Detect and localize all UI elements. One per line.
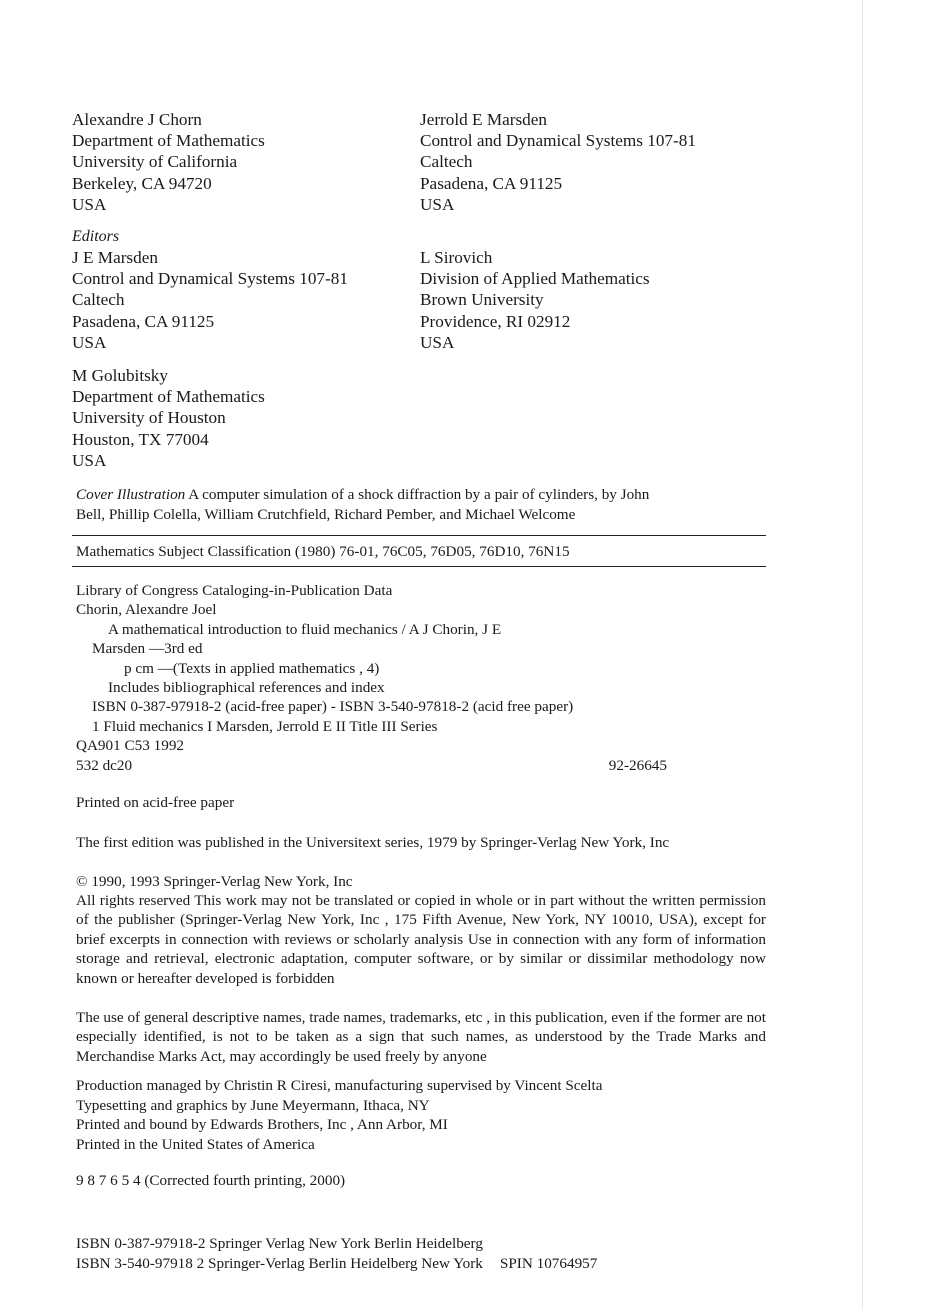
copyright-line: © 1990, 1993 Springer-Verlag New York, Inc [76,873,353,890]
cip-line: Marsden —3rd ed [92,640,203,658]
cip-line: A mathematical introduction to fluid mechanics / A J Chorin, J E [108,620,502,638]
address-line: Department of Mathematics [72,131,265,151]
bottom-rule [72,566,766,567]
address-line: Providence, RI 02912 [420,311,571,331]
production-credits [76,1076,602,1154]
cover-illustration-label: Cover Illustration [76,486,186,503]
address-line: Control and Dynamical Systems 107-81 [72,269,348,289]
editor-address-marsden [72,247,348,353]
address-line: Pasadena, CA 91125 [420,173,563,193]
address-line: USA [420,194,455,214]
printing-line: 9 8 7 6 5 4 (Corrected fourth printing, 2000) [76,1172,346,1189]
address-line: Caltech [420,152,473,172]
author-address-marsden [420,109,696,215]
cover-illustration-text: A computer simulation of a shock diffraction by a pair of cylinders, by John [185,486,650,503]
address-line: Control and Dynamical Systems 107-81 [420,131,696,151]
cip-title: Library of Congress Cataloging-in-Publication Data [76,582,393,599]
cip-data-block [76,581,667,775]
editor-address-sirovich [420,247,650,353]
rights-paragraph: All rights reserved This work may not be translated or copied in whole or in part without the written permission of the publisher (Springer-Verlag New York, Inc , 175 Fifth Avenue, New York, NY 10010, USA), except for brief excerpts in connection with reviews or scholarly analysis Use in connection with any form of information storage and retrieval, electronic adaptation, computer software, or by similar or dissimilar methodology now known or hereafter developed is forbidden [76,892,766,987]
cip-line: Includes bibliographical references and index [108,679,385,697]
production-line: Printed and bound by Edwards Brothers, Inc , Ann Arbor, MI [76,1116,448,1133]
production-line: Typesetting and graphics by June Meyermann, Ithaca, NY [76,1096,430,1114]
isbn-block [76,1234,597,1273]
address-line: Houston, TX 77004 [72,429,209,449]
cover-illustration-text: Bell, Phillip Colella, William Crutchfield, Richard Pember, and Michael Welcome [76,505,576,523]
cip-line: ISBN 0-387-97918-2 (acid-free paper) - ISBN 3-540-97818-2 (acid free paper) [92,698,574,716]
address-line: Division of Applied Mathematics [420,269,650,289]
top-rule [72,535,766,536]
printed-on-note: Printed on acid-free paper [76,794,235,811]
address-line: J E Marsden [72,248,158,267]
cip-line: 1 Fluid mechanics I Marsden, Jerrold E II Title III Series [92,717,438,735]
trademarks-paragraph: The use of general descriptive names, trade names, trademarks, etc , in this publication, even if the former are not especially identified, is not to be taken as a sign that such names, as understood by the Trade Marks and Merchandise Marks Act, may accordingly be used freely by anyone [76,1009,766,1065]
address-line: Caltech [72,290,125,310]
address-line: Jerrold E Marsden [420,110,547,129]
address-line: Brown University [420,290,544,310]
address-line: Pasadena, CA 91125 [72,311,215,331]
isbn-line: ISBN 0-387-97918-2 Springer Verlag New York Berlin Heidelberg [76,1235,483,1252]
address-line: USA [72,332,107,352]
address-line: USA [420,332,455,352]
page-edge-line [862,0,863,1309]
address-line: Department of Mathematics [72,387,265,407]
editor-address-golubitsky [72,365,265,471]
subject-classification: Mathematics Subject Classification (1980) 76-01, 76C05, 76D05, 76D10, 76N15 [76,543,570,560]
address-line: Berkeley, CA 94720 [72,173,212,193]
isbn-line: ISBN 3-540-97918 2 Springer-Verlag Berlin Heidelberg New York [76,1254,483,1272]
address-line: USA [72,194,107,214]
address-line: M Golubitsky [72,366,168,385]
author-address-chorin [72,109,265,215]
address-line: L Sirovich [420,248,493,267]
editors-label: Editors [72,228,120,245]
spin-number: SPIN 10764957 [499,1254,598,1272]
cip-class-number: 532 dc20 [76,756,133,774]
cip-line: p cm —(Texts in applied mathematics , 4) [124,659,380,677]
production-line: Production managed by Christin R Ciresi, manufacturing supervised by Vincent Scelta [76,1077,603,1094]
address-line: University of Houston [72,408,226,428]
cip-author: Chorin, Alexandre Joel [76,601,217,619]
first-edition-note: The first edition was published in the Universitext series, 1979 by Springer-Verlag New York, Inc [76,834,670,851]
address-line: University of California [72,152,238,172]
address-line: Alexandre J Chorn [72,110,202,129]
cip-call-number: QA901 C53 1992 [76,737,185,755]
production-line: Printed in the United States of America [76,1135,315,1153]
cover-illustration-credit [76,485,649,524]
address-line: USA [72,450,107,470]
cip-lccn: 92-26645 [608,756,667,774]
